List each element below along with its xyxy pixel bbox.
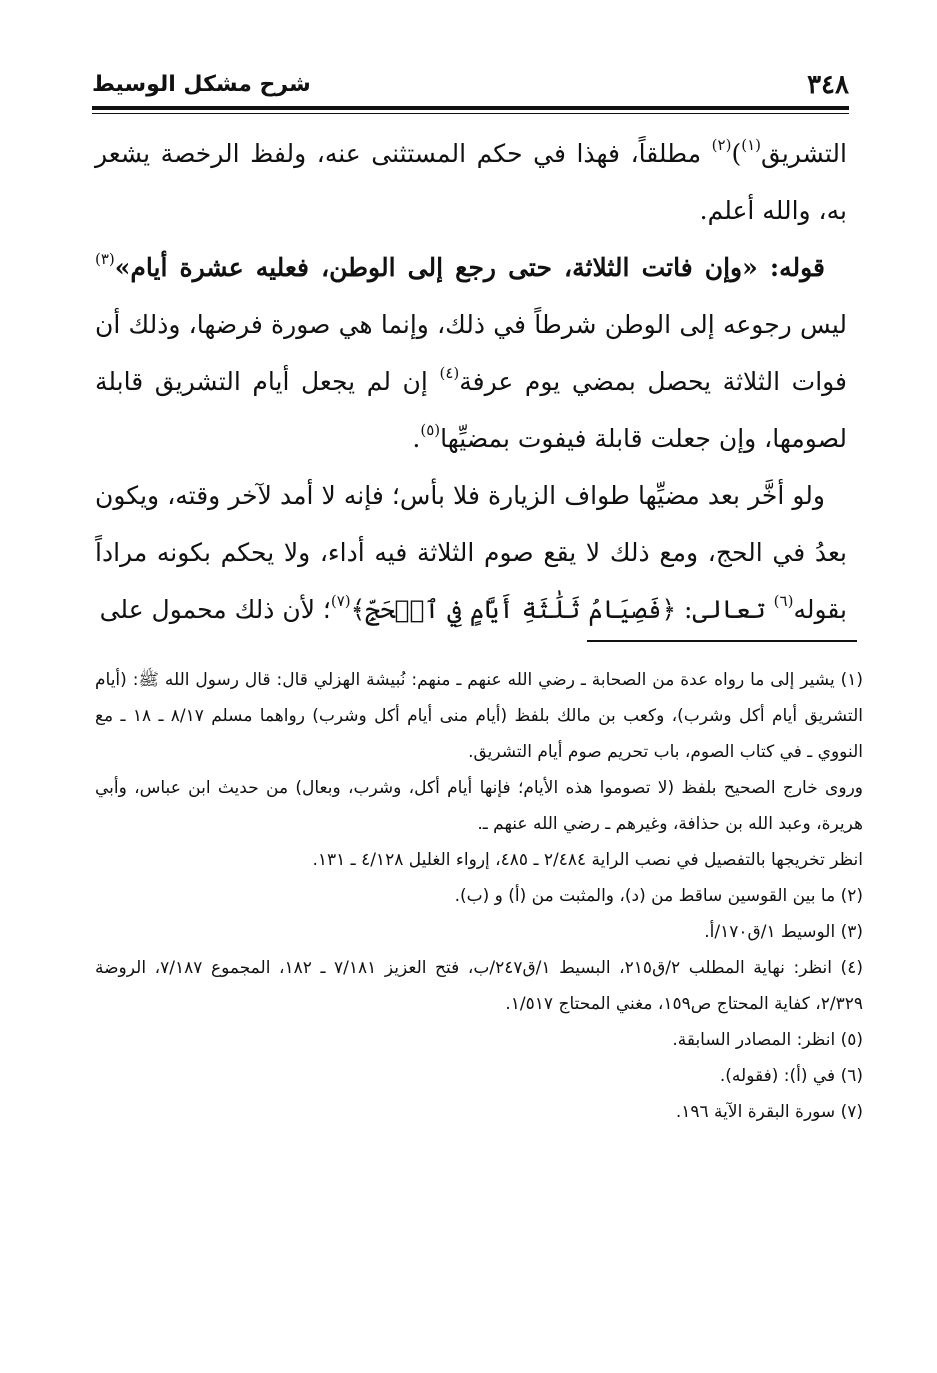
- header-rule-thick: [92, 106, 849, 110]
- footnote-5: (٥) انظر: المصادر السابقة.: [672, 1030, 863, 1050]
- quoted-matn: وإن فاتت الثلاثة، حتى رجع إلى الوطن، فعليه عشرة أيام: [130, 253, 743, 282]
- footnote-1-sources: انظر تخريجها بالتفصيل في نصب الراية ٢/٤٨٤ ـ ٤٨٥، إرواء الغليل ٤/١٢٨ ـ ١٣١.: [312, 850, 863, 870]
- footnote-1: (١) يشير إلى ما رواه عدة من الصحابة ـ رضي الله عنهم ـ منهم: نُبيشة الهزلي قال: قال رسول الله ﷺ: (أيام التشريق أيام أكل وشرب)، وكعب بن مالك بلفظ (أيام منى أيام أكل وشرب) رواهما مسلم ٨/١٧ ـ ١٨ ـ مع النووي ـ في كتاب الصوم، باب تحريم صوم أيام التشريق.: [95, 670, 863, 762]
- footnote-6: (٦) في (أ): (فقوله).: [719, 1066, 863, 1086]
- footnote-ref: (١): [741, 135, 761, 154]
- footnote-ref: (٤): [439, 363, 460, 382]
- paragraph-1: التشريق$^{(١)}$)$^{(٢)}$ مطلقاً، فهذا في حكم المستثنى عنه، ولفظ الرخصة يشعر به، والله أعلم.: [95, 135, 847, 225]
- footnotes: [95, 662, 863, 1130]
- paragraph-3: ولو أخَّر بعد مضيِّها طواف الزيارة فلا بأس؛ فإنه لا أمد لآخر وقته، ويكون بعدُ في الحج، ومع ذلك لا يقع صوم الثلاثة فيه أداء، ولا يحكم بكونه مراداً بقوله$^{(٦)}$ تعالى: ﴿فَصِيَامُ ثَلَٰثَةِ أَيَّامٍ فِي ٱلۡحَجِّ﴾$^{(٧)}$؛ لأن ذلك محمول على: [95, 481, 847, 624]
- paragraph-2: قوله: «وإن فاتت الثلاثة، حتى رجع إلى الوطن، فعليه عشرة أيام»$^{(٣)}$ ليس رجوعه إلى الوطن شرطاً في ذلك، وإنما هي صورة فرضها، وذلك أن فوات الثلاثة يحصل بمضي يوم عرفة$^{(٤)}$ إن لم يجعل أيام التشريق قابلة لصومها، وإن جعلت قابلة فيفوت بمضيِّها$^{(٥)}$.: [95, 249, 847, 453]
- header-rule-thin: [92, 113, 849, 114]
- footnote-7: (٧) سورة البقرة الآية ١٩٦.: [675, 1102, 863, 1122]
- footnote-separator: [587, 640, 857, 642]
- running-title: شرح مشكل الوسيط: [92, 72, 311, 97]
- footnote-ref: (٧): [330, 591, 351, 610]
- footnote-ref: (٢): [711, 135, 732, 154]
- footnote-2: (٢) ما بين القوسين ساقط من (د)، والمثبت من (أ) و (ب).: [454, 886, 863, 906]
- page-number: ٣٤٨: [807, 70, 849, 100]
- footnote-ref: (٣): [95, 249, 115, 268]
- footnote-ref: (٦): [773, 591, 794, 610]
- main-text: [95, 125, 847, 638]
- page-header: [92, 70, 849, 104]
- footnote-4: (٤) انظر: نهاية المطلب ٢/ق٢١٥، البسيط ١/ق٢٤٧/ب، فتح العزيز ٧/١٨١ ـ ١٨٢، المجموع ٧/١٨٧، الروضة ٢/٣٢٩، كفاية المحتاج ص١٥٩، مغني المحتاج ١/٥١٧.: [95, 958, 863, 1014]
- footnote-3: (٣) الوسيط ١/ق١٧٠/أ.: [704, 922, 863, 942]
- footnote-ref: (٥): [420, 420, 441, 439]
- footnote-1-continued: وروى خارج الصحيح بلفظ (لا تصوموا هذه الأيام؛ فإنها أيام أكل، وشرب، وبعال) من حديث ابن عباس، وأبي هريرة، وعبد الله بن حذافة، وغيرهم ـ رضي الله عنهم ـ.: [95, 778, 863, 834]
- quran-verse: فَصِيَامُ ثَلَٰثَةِ أَيَّامٍ فِي ٱلۡحَجِّ: [365, 595, 662, 624]
